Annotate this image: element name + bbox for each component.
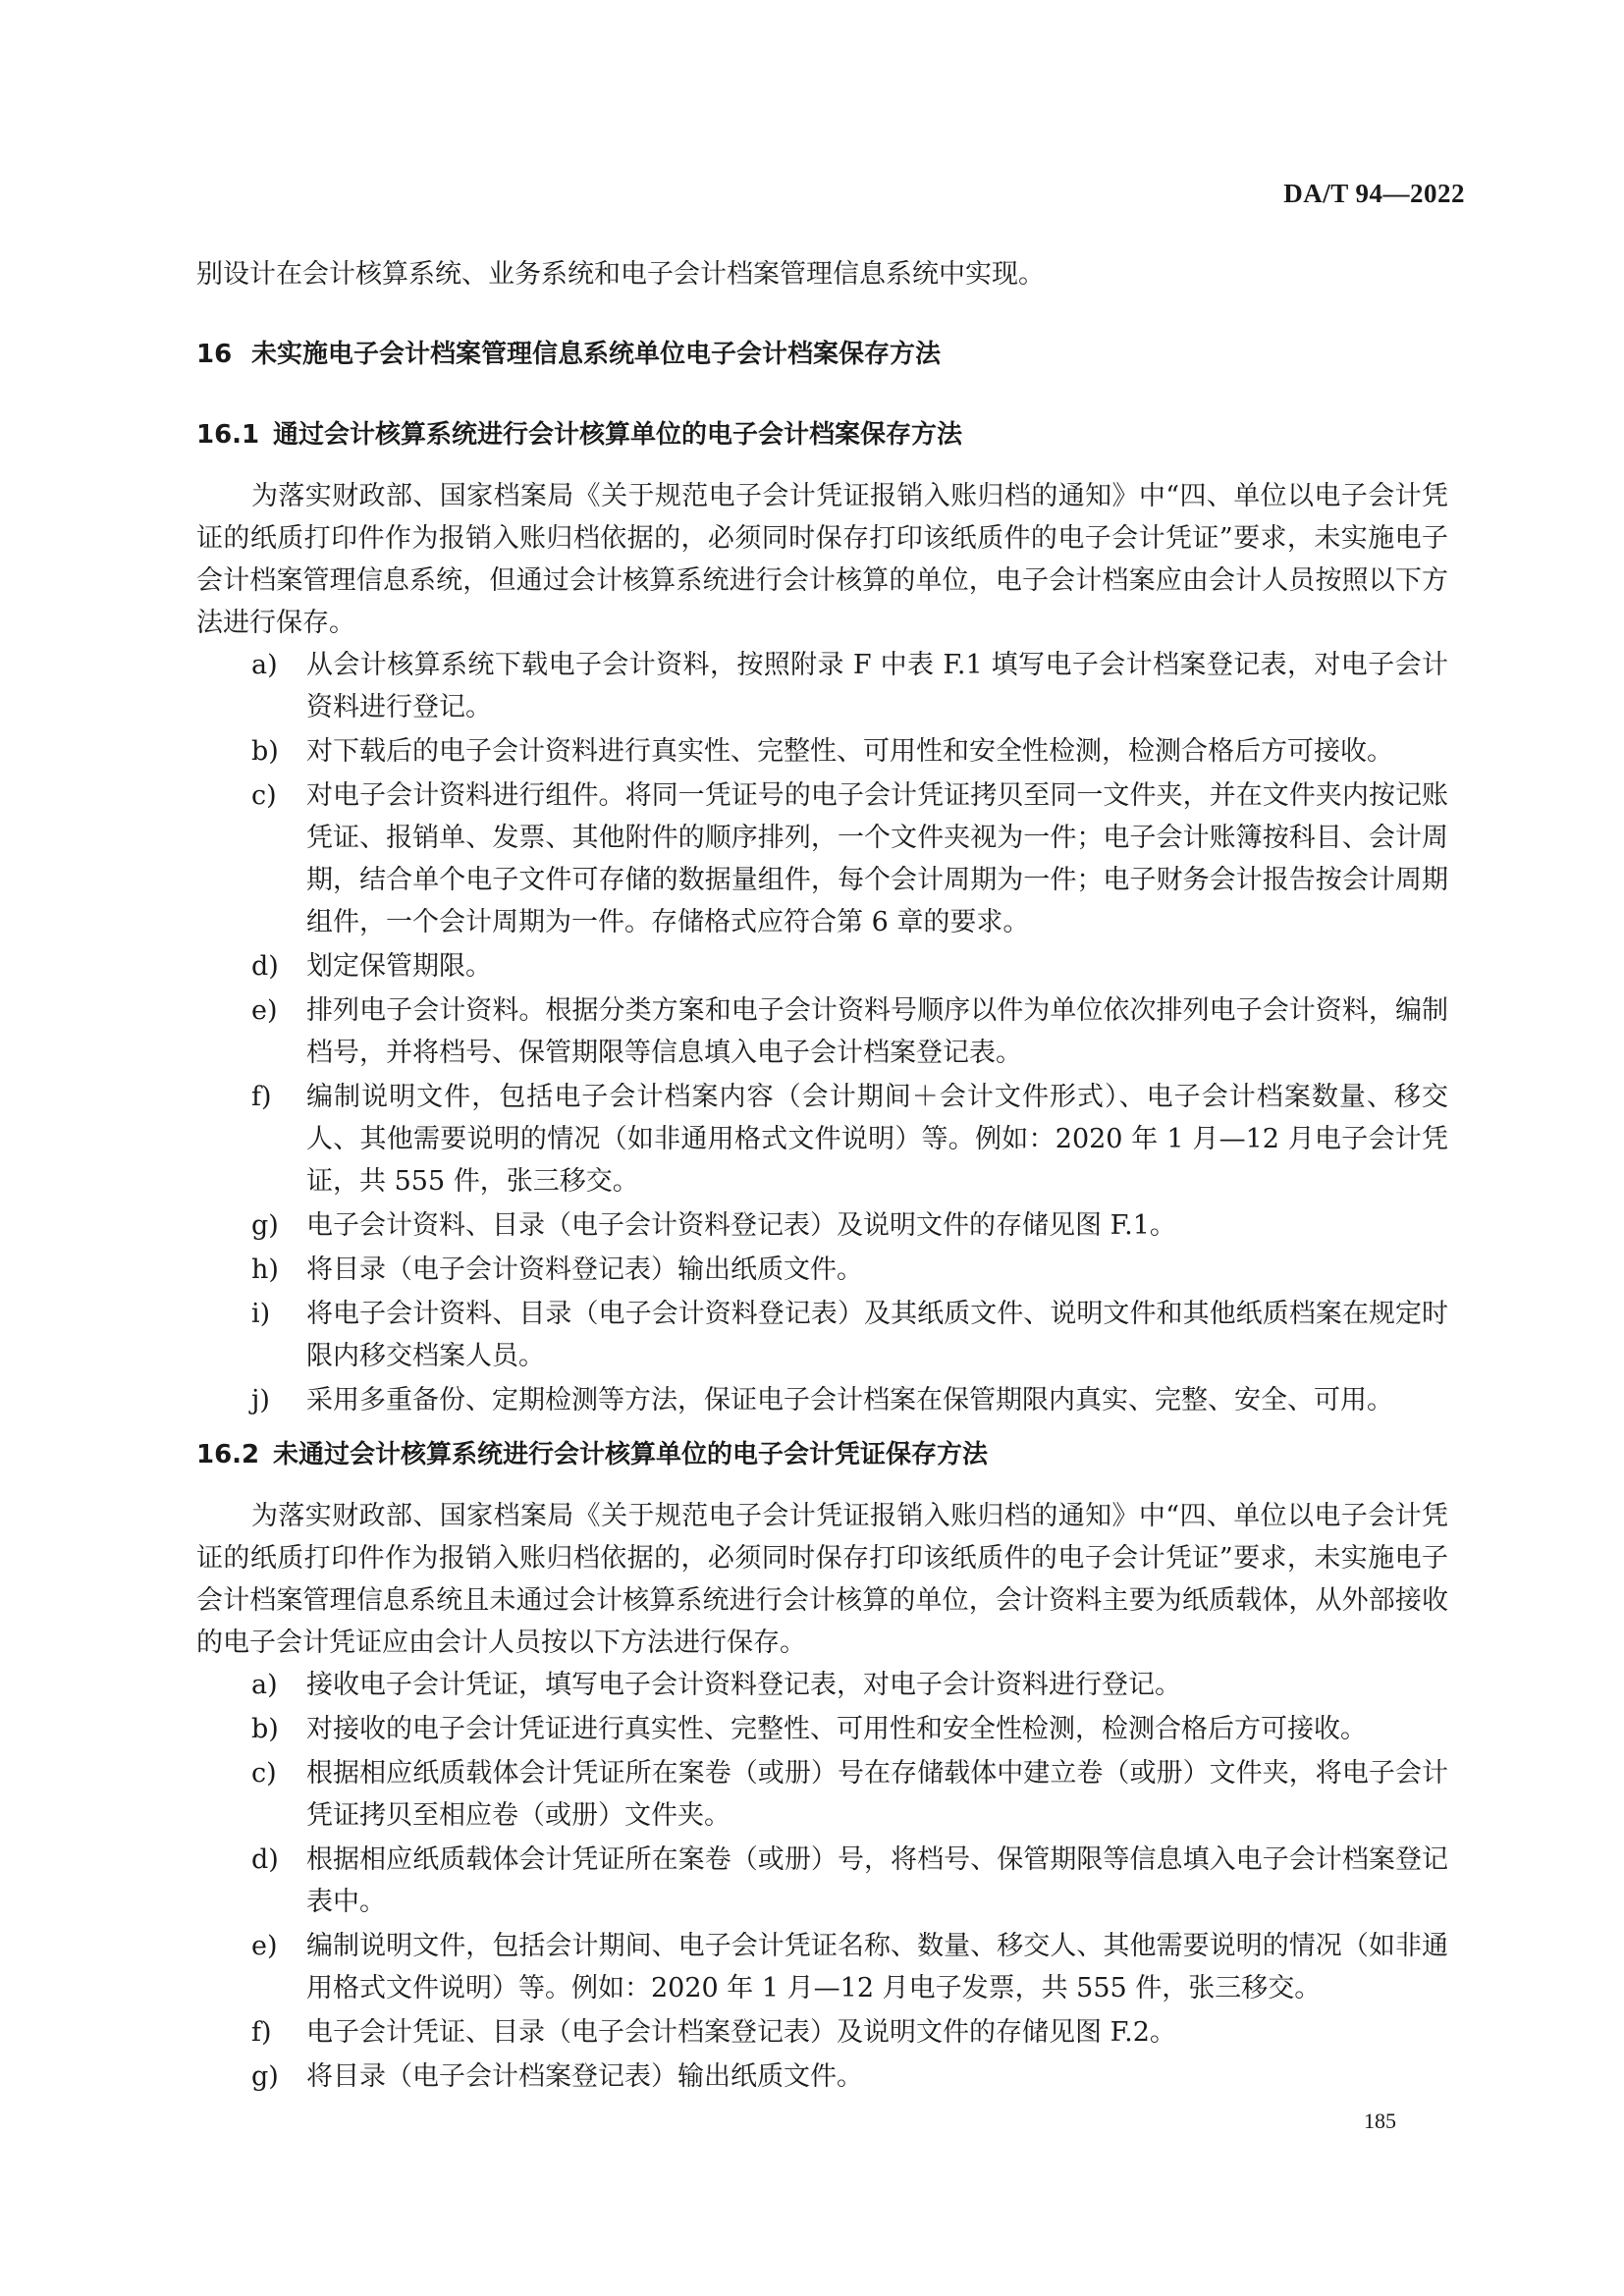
list-item-label: f) [251,2017,272,2048]
section-16-1-list [196,644,1448,1421]
list-item [196,2011,1448,2054]
list-item-label: c) [251,780,277,811]
list-item-text: 接收电子会计凭证，填写电子会计资料登记表，对电子会计资料进行登记。 [306,1670,1181,1700]
list-item-text: 将电子会计资料、目录（电子会计资料登记表）及其纸质文件、说明文件和其他纸质档案在规定时限内移交档案人员。 [306,1299,1448,1371]
list-item-label: j) [251,1385,270,1415]
section-16-1-intro: 为落实财政部、国家档案局《关于规范电子会计凭证报销入账归档的通知》中“四、单位以电子会计凭证的纸质打印件作为报销入账归档依据的，必须同时保存打印该纸质件的电子会计凭证”要求，未实施电子会计档案管理信息系统，但通过会计核算系统进行会计核算的单位，电子会计档案应由会计人员按照以下方法进行保存。 [196,481,1448,638]
list-item [196,644,1448,728]
standard-code: DA/T 94—2022 [1283,179,1465,208]
list-item-text: 电子会计资料、目录（电子会计资料登记表）及说明文件的存储见图 F.1。 [306,1210,1176,1241]
page-content [196,253,1448,2100]
list-item [196,1839,1448,1923]
list-item [196,2056,1448,2098]
list-item-label: d) [251,951,279,982]
list-item-text: 编制说明文件，包括会计期间、电子会计凭证名称、数量、移交人、其他需要说明的情况（如非通用格式文件说明）等。例如：2020 年 1 月—12 月电子发票，共 555 件，张三移交。 [306,1931,1448,2003]
list-item-text: 划定保管期限。 [306,951,492,982]
list-item-label: h) [251,1255,279,1285]
list-item-text: 编制说明文件，包括电子会计档案内容（会计期间＋会计文件形式）、电子会计档案数量、移交人、其他需要说明的情况（如非通用格式文件说明）等。例如：2020 年 1 月—12 月电子会计凭证，共 555 件，张三移交。 [306,1082,1448,1197]
list-item-text: 采用多重备份、定期检测等方法，保证电子会计档案在保管期限内真实、完整、安全、可用。 [306,1385,1393,1415]
list-item-text: 对电子会计资料进行组件。将同一凭证号的电子会计凭证拷贝至同一文件夹，并在文件夹内按记账凭证、报销单、发票、其他附件的顺序排列，一个文件夹视为一件；电子会计账簿按科目、会计周期，结合单个电子文件可存储的数据量组件，每个会计周期为一件；电子财务会计报告按会计周期组件，一个会计周期为一件。存储格式应符合第 6 章的要求。 [306,780,1448,937]
section-16-1-title: 通过会计核算系统进行会计核算单位的电子会计档案保存方法 [273,420,963,450]
list-item-label: b) [251,736,279,767]
continuation-paragraph: 别设计在会计核算系统、业务系统和电子会计档案管理信息系统中实现。 [196,259,1045,290]
section-16-heading [196,334,1448,376]
section-16-2-list [196,1664,1448,2098]
list-item [196,945,1448,988]
list-item [196,1249,1448,1291]
list-item-label: c) [251,1758,277,1789]
list-item-label: f) [251,1082,272,1112]
section-16-title: 未实施电子会计档案管理信息系统单位电子会计档案保存方法 [251,340,942,369]
section-16-number: 16 [196,340,233,369]
list-item [196,1664,1448,1706]
list-item-text: 对下载后的电子会计资料进行真实性、完整性、可用性和安全性检测，检测合格后方可接收。 [306,736,1393,767]
list-item-label: b) [251,1714,279,1744]
list-item-text: 根据相应纸质载体会计凭证所在案卷（或册）号在存储载体中建立卷（或册）文件夹，将电子会计凭证拷贝至相应卷（或册）文件夹。 [306,1758,1448,1831]
list-item [196,1925,1448,2009]
list-item [196,1076,1448,1202]
list-item-label: a) [251,650,278,680]
list-item-label: g) [251,2061,279,2092]
list-item [196,989,1448,1074]
section-16-1-heading [196,414,1448,456]
list-item-label: i) [251,1299,271,1329]
list-item-label: g) [251,1210,279,1241]
list-item [196,1293,1448,1377]
list-item-label: a) [251,1670,278,1700]
list-item [196,730,1448,773]
list-item [196,774,1448,943]
page-number: 185 [1364,2109,1396,2133]
section-16-1-number: 16.1 [196,420,260,450]
list-item-label: e) [251,1931,278,1961]
list-item-text: 将目录（电子会计档案登记表）输出纸质文件。 [306,2061,863,2092]
section-16-2-title: 未通过会计核算系统进行会计核算单位的电子会计凭证保存方法 [273,1440,989,1469]
list-item-text: 排列电子会计资料。根据分类方案和电子会计资料号顺序以件为单位依次排列电子会计资料，编制档号，并将档号、保管期限等信息填入电子会计档案登记表。 [306,995,1448,1068]
list-item [196,1379,1448,1421]
section-16-2-intro: 为落实财政部、国家档案局《关于规范电子会计凭证报销入账归档的通知》中“四、单位以电子会计凭证的纸质打印件作为报销入账归档依据的，必须同时保存打印该纸质件的电子会计凭证”要求，未实施电子会计档案管理信息系统且未通过会计核算系统进行会计核算的单位，会计资料主要为纸质载体，从外部接收的电子会计凭证应由会计人员按以下方法进行保存。 [196,1501,1448,1658]
list-item [196,1204,1448,1247]
section-16-2-heading [196,1434,1448,1476]
list-item-label: d) [251,1844,279,1875]
list-item-label: e) [251,995,278,1026]
list-item-text: 对接收的电子会计凭证进行真实性、完整性、可用性和安全性检测，检测合格后方可接收。 [306,1714,1367,1744]
list-item-text: 电子会计凭证、目录（电子会计档案登记表）及说明文件的存储见图 F.2。 [306,2017,1176,2048]
list-item-text: 从会计核算系统下载电子会计资料，按照附录 F 中表 F.1 填写电子会计档案登记表，对电子会计资料进行登记。 [306,650,1448,722]
section-16-2-number: 16.2 [196,1440,260,1469]
list-item [196,1708,1448,1750]
list-item [196,1752,1448,1837]
list-item-text: 根据相应纸质载体会计凭证所在案卷（或册）号，将档号、保管期限等信息填入电子会计档案登记表中。 [306,1844,1448,1917]
list-item-text: 将目录（电子会计资料登记表）输出纸质文件。 [306,1255,863,1285]
